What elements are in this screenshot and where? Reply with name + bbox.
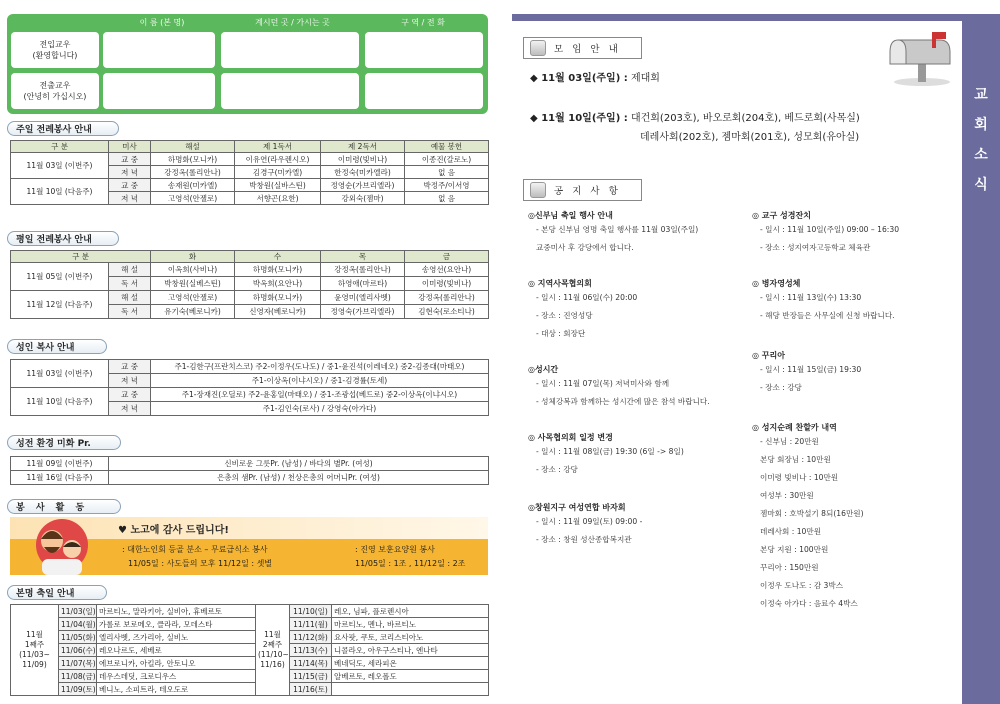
feast-names: 니콜라오, 아우구스티나, 엔나타 — [332, 644, 489, 657]
reg-in-district-field[interactable] — [365, 32, 483, 68]
table-cell: 서향곤(요한) — [235, 192, 321, 205]
top-stripe — [512, 14, 1000, 21]
reg-out-name-field[interactable] — [103, 73, 215, 109]
role-type: 독 서 — [109, 277, 151, 291]
table-cell: 하영애(마르타) — [321, 277, 405, 291]
table-cell: 없 음 — [405, 192, 489, 205]
group-date: 11월 05일 (이번주) — [11, 263, 109, 291]
sidebar-char: 소 — [974, 147, 988, 163]
group-date: 11월 03일 (이번주) — [11, 153, 109, 179]
table-cell: 하명화(모니카) — [235, 291, 321, 305]
feast-date: 11/05(화) — [59, 631, 97, 644]
notice-title: 공 지 사 항 — [554, 186, 621, 197]
service-section-title: 봉 사 활 동 — [7, 499, 121, 514]
reg-out-place-field[interactable] — [221, 73, 359, 109]
col-header: 해설 — [151, 141, 235, 153]
meeting-title-box — [523, 37, 642, 59]
group-date: 11월 03일 (이번주) — [11, 360, 109, 388]
mass-type: 교 중 — [109, 153, 151, 166]
col-header: 수 — [235, 251, 321, 263]
table-cell: 은총의 샘Pr. (남성) / 천상은총의 어머니Pr. (여성) — [109, 471, 489, 485]
table-cell: 이유연(라우렌시오) — [235, 153, 321, 166]
diamond-bullet-icon: ◆ — [530, 73, 538, 84]
table-cell: 이옥희(사비나) — [151, 263, 235, 277]
notice-item: ◎ 지역사목협의회 - 일시 : 11월 06일(수) 20:00 - 장소 : 진영성당 - 대상 : 회장단 — [528, 279, 638, 338]
feast-names: 에브로니카, 아킬라, 안토니오 — [97, 657, 256, 670]
table-cell: 고영석(안젤로) — [151, 291, 235, 305]
feast-names: 엘리사벳, 즈가리아, 실비노 — [97, 631, 256, 644]
weekday-section-title: 평일 전례봉사 안내 — [7, 231, 119, 246]
notice-left-column — [528, 210, 748, 549]
service-left-title: : 대한노인회 등골 분소 – 무료급식소 봉사 — [122, 545, 268, 554]
feast-date: 11/14(목) — [290, 657, 332, 670]
table-cell: 박창원(실바스틴) — [235, 179, 321, 192]
reg-in-name-field[interactable] — [103, 32, 215, 68]
col-header: 화 — [151, 251, 235, 263]
notice-item: ◎ 교구 성경잔치 - 일시 : 11월 10일(주일) 09:00 – 16:30 - 장소 : 성지여자고등학교 체육관 — [752, 211, 900, 252]
table-cell: 주1-이상옥(이냐시오) / 중1-김경률(토세) — [151, 374, 489, 388]
table-cell: 신영자(베로니카) — [235, 305, 321, 319]
notice-item: ◎성시간 - 일시 : 11월 07일(목) 저녁미사와 함께 - 성체강복과 함께하는 성시간에 많은 참석 바랍니다. — [528, 365, 710, 406]
feast-names: 마르티노, 멘나, 바르티노 — [332, 618, 489, 631]
mass-type: 저 녁 — [109, 374, 151, 388]
feast-names: 요사팟, 쿠토, 코리스티아노 — [332, 631, 489, 644]
mass-type: 교 중 — [109, 388, 151, 402]
table-cell: 주1-장재진(오딜로) 주2-윤홍일(마태오) / 중1-조광섭(베드로) 중2-이상옥(이냐시오) — [151, 388, 489, 402]
beautify-section-title: 성전 환경 미화 Pr. — [7, 435, 121, 450]
feast-date: 11/09(토) — [59, 683, 97, 696]
table-cell: 정영순(가브리엘라) — [321, 179, 405, 192]
week-label: 11월 2째주 (11/10~ 11/16) — [256, 605, 290, 696]
feast-names: 베네딕도, 세라피온 — [332, 657, 489, 670]
feast-section-title: 본명 축일 안내 — [7, 585, 107, 600]
table-cell: 이미령(빛비나) — [405, 277, 489, 291]
sidebar-char: 식 — [974, 177, 988, 193]
reg-out-district-field[interactable] — [365, 73, 483, 109]
feast-date: 11/06(수) — [59, 644, 97, 657]
mass-type: 교 중 — [109, 179, 151, 192]
sunday-section-title: 주일 전례봉사 안내 — [7, 121, 119, 136]
role-type: 해 설 — [109, 263, 151, 277]
group-date: 11월 12일 (다음주) — [11, 291, 109, 319]
notice-title-box — [523, 179, 642, 201]
feast-names: 가롤로 보로메오, 클라라, 모데스타 — [97, 618, 256, 631]
table-cell: 고영석(안젤로) — [151, 192, 235, 205]
reg-header-name: 이 름 (본 명) — [139, 18, 185, 27]
table-cell: 강정옥(롤리안나) — [405, 291, 489, 305]
reg-label-in: 전입교우 (환영합니다) — [11, 32, 99, 68]
col-header: 제 2독서 — [321, 141, 405, 153]
feast-date: 11/11(월) — [290, 618, 332, 631]
notice-item: ◎창원지구 여성연합 바자회 - 일시 : 11월 09일(토) 09:00 - - 장소 : 창원 성산종합복지관 — [528, 503, 643, 544]
reg-header-place: 계시던 곳 / 가시는 곳 — [255, 18, 330, 27]
notice-right-column — [752, 210, 957, 613]
notice-icon — [530, 182, 546, 198]
sidebar-char: 교 — [974, 87, 988, 103]
table-cell: 김현숙(로소티나) — [405, 305, 489, 319]
table-cell: 없 음 — [405, 166, 489, 179]
notice-item: ◎ 병자영성체 - 일시 : 11월 13일(수) 13:30 - 해당 반장들은 사무실에 신청 바랍니다. — [752, 279, 895, 320]
col-header: 구 분 — [11, 251, 151, 263]
service-right-detail: 11/05일 : 1조 , 11/12일 : 2조 — [355, 559, 466, 568]
meeting-line-2: ◆ 11월 10일(주일) : 대건회(203호), 바오로회(204호), 베드로회(사목실) — [530, 113, 860, 124]
sidebar-title — [962, 80, 1000, 200]
table-cell: 송영선(요안나) — [405, 263, 489, 277]
service-left-detail: 11/05일 : 사도들의 모후 11/12일 : 셋별 — [128, 559, 273, 568]
meeting-line-3: 데레사회(202호), 젬마회(201호), 성모회(유아실) — [640, 132, 860, 143]
feast-table-week1 — [10, 604, 256, 696]
table-cell: 신비로운 그릇Pr. (남성) / 바다의 별Pr. (여성) — [109, 457, 489, 471]
group-date: 11월 10일 (다음주) — [11, 179, 109, 205]
sunday-table — [10, 140, 489, 205]
table-cell: 정영숙(가브리엘라) — [321, 305, 405, 319]
adult-section-title: 성인 복사 안내 — [7, 339, 107, 354]
feast-names: 레오, 님파, 플로렌시아 — [332, 605, 489, 618]
group-date: 11월 09일 (이번주) — [11, 457, 109, 471]
mailbox-icon — [888, 28, 958, 88]
table-cell: 하명화(모니카) — [235, 263, 321, 277]
feast-names: 알베르토, 레오폴도 — [332, 670, 489, 683]
sidebar-char: 회 — [974, 117, 988, 133]
feast-date: 11/13(수) — [290, 644, 332, 657]
table-cell: 송재원(미카엘) — [151, 179, 235, 192]
table-cell: 이종진(갈로노) — [405, 153, 489, 166]
notice-item: ◎ 사목협의회 일정 변경 - 일시 : 11월 08일(금) 19:30 (6일 -> 8일) - 장소 : 강당 — [528, 433, 684, 474]
table-cell: 김경구(미카엘) — [235, 166, 321, 179]
col-header: 예물 봉헌 — [405, 141, 489, 153]
family-illustration — [22, 517, 102, 575]
table-cell: 유기숙(베로니카) — [151, 305, 235, 319]
notice-item: ◎ 성지순례 찬할카 내역 - 신부님 : 20만원 본당 회장님 : 10만원 이미령 빛비나 : 10만원 여성부 : 30만원 젬마회 : 호박설기 8되(16만원) 데레사회 : 10만원 본당 지원 : 100만원 꾸리아 : 150만원 이정우 도나도 : 감 3박스 이정숙 아가다 : 음료수 4박스 — [752, 423, 864, 608]
feast-date: 11/12(화) — [290, 631, 332, 644]
reg-header-district: 구 역 / 전 화 — [401, 18, 445, 27]
table-cell: 강정옥(롤리안나) — [151, 166, 235, 179]
weekday-table — [10, 250, 489, 319]
meeting-title: 모 임 안 내 — [554, 44, 621, 55]
feast-date: 11/10(일) — [290, 605, 332, 618]
feast-date: 11/16(토) — [290, 683, 332, 696]
mass-type: 저 녁 — [109, 192, 151, 205]
feast-date: 11/03(일) — [59, 605, 97, 618]
feast-date: 11/08(금) — [59, 670, 97, 683]
diamond-bullet-icon: ◆ — [530, 113, 538, 124]
feast-names — [332, 683, 489, 696]
adult-server-table — [10, 359, 489, 416]
table-cell: 이미령(빛비나) — [321, 153, 405, 166]
col-header: 미사 — [109, 141, 151, 153]
feast-table-week2 — [255, 604, 489, 696]
role-type: 독 서 — [109, 305, 151, 319]
service-banner — [10, 517, 488, 575]
feast-names: 마르티노, 말라키아, 실비아, 휴베르토 — [97, 605, 256, 618]
group-date: 11월 10일 (다음주) — [11, 388, 109, 416]
table-cell: 강외숙(젬마) — [321, 192, 405, 205]
col-header: 제 1독서 — [235, 141, 321, 153]
service-right-title: : 진영 보훈요양원 봉사 — [355, 545, 435, 554]
col-header: 목 — [321, 251, 405, 263]
registration-box — [7, 14, 488, 114]
notice-item: ◎신부님 축일 행사 안내 - 본당 신부님 영명 축일 행사를 11월 03일(주일) 교중미사 후 강당에서 합니다. — [528, 211, 699, 252]
mass-type: 교 중 — [109, 360, 151, 374]
meeting-line-1: ◆ 11월 03일(주일) : 제대회 — [530, 73, 660, 84]
mass-type: 저 녁 — [109, 166, 151, 179]
feast-date: 11/07(목) — [59, 657, 97, 670]
table-cell: 강정옥(롤리안나) — [321, 263, 405, 277]
table-cell: 한정숙(미카엘라) — [321, 166, 405, 179]
col-header: 금 — [405, 251, 489, 263]
feast-date: 11/15(금) — [290, 670, 332, 683]
table-cell: 윤영미(엘리사벳) — [321, 291, 405, 305]
table-cell: 박창원(실베스틴) — [151, 277, 235, 291]
table-cell: 주1-김인숙(로사) / 강영숙(아가다) — [151, 402, 489, 416]
announcement-icon — [530, 40, 546, 56]
notice-item: ◎ 꾸리아 - 일시 : 11월 15일(금) 19:30 - 장소 : 강당 — [752, 351, 862, 392]
reg-label-out: 전출교우 (안녕히 가십시오) — [11, 73, 99, 109]
feast-names: 베니노, 소피트라, 테오도로 — [97, 683, 256, 696]
role-type: 해 설 — [109, 291, 151, 305]
reg-in-place-field[interactable] — [221, 32, 359, 68]
feast-date: 11/04(월) — [59, 618, 97, 631]
table-cell: 주1-김한구(프란치스코) 주2-이정우(도나도) / 중1-윤진석(이레네오) 중2-김종대(마태오) — [151, 360, 489, 374]
group-date: 11월 16일 (다음주) — [11, 471, 109, 485]
feast-names: 데우스데딧, 크로디우스 — [97, 670, 256, 683]
week-label: 11월 1째주 (11/03~ 11/09) — [11, 605, 59, 696]
beautify-table — [10, 456, 489, 485]
table-cell: 박옥희(요안나) — [235, 277, 321, 291]
feast-names: 레오나르도, 세베로 — [97, 644, 256, 657]
service-thanks-text: ♥ 노고에 감사 드립니다! — [118, 525, 229, 536]
mass-type: 저 녁 — [109, 402, 151, 416]
col-header: 구 분 — [11, 141, 109, 153]
table-cell: 하명화(모니카) — [151, 153, 235, 166]
table-cell: 박정주/이서영 — [405, 179, 489, 192]
